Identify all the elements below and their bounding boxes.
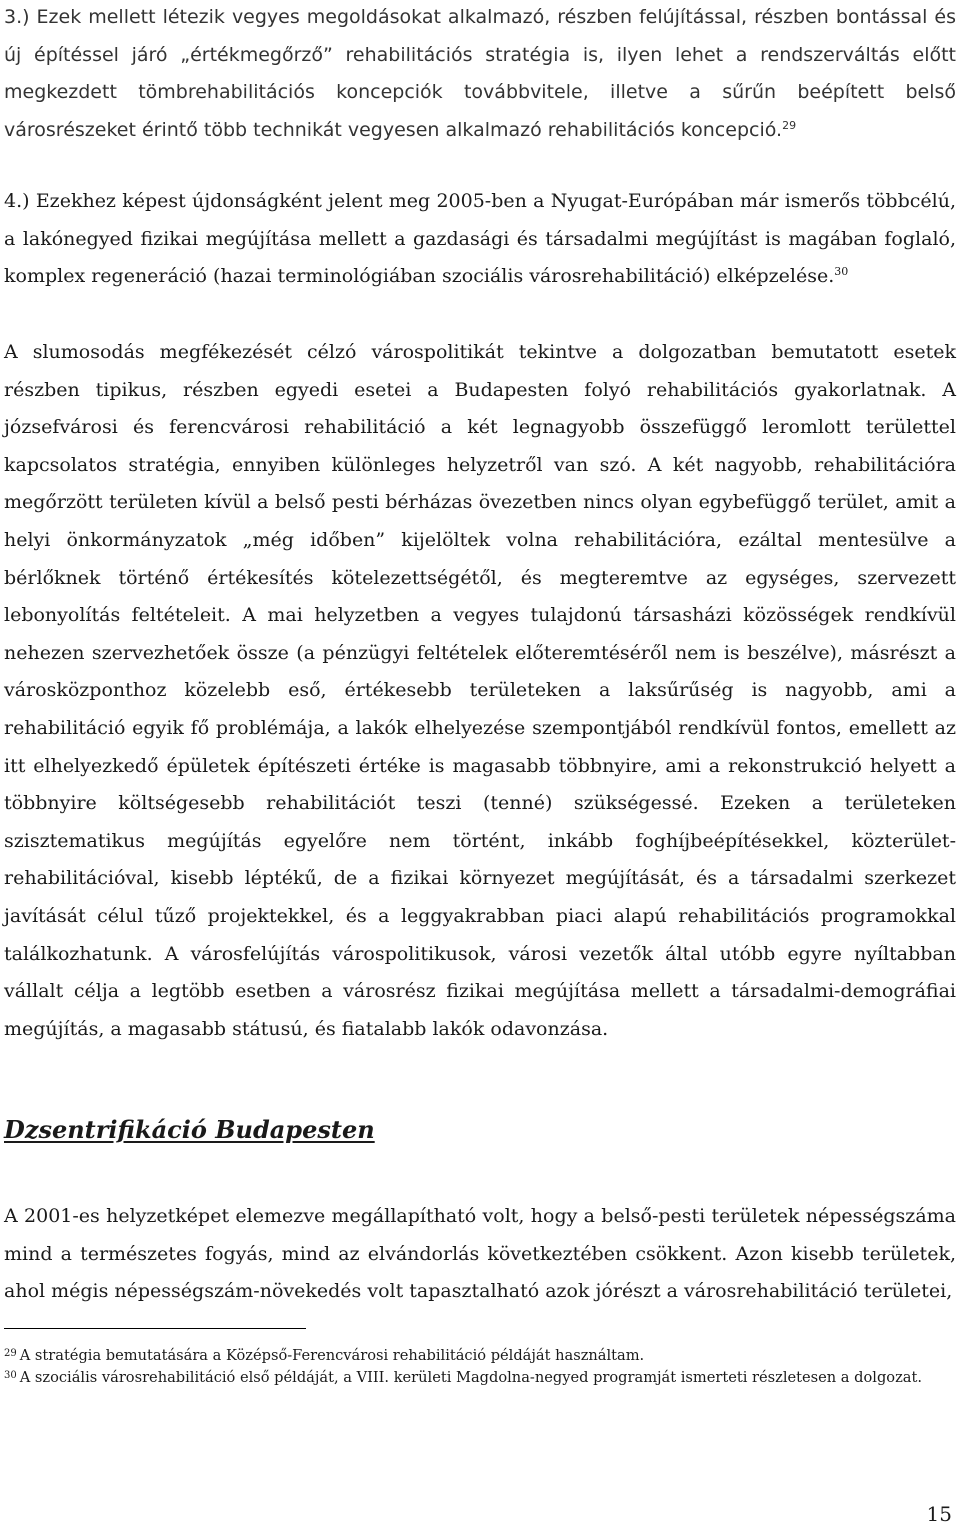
paragraph-text: 3.) Ezek mellett létezik vegyes megoldásokat alkalmazó, részben felújítással, részben bontással és új építéssel járó „értékmegőrző” rehabilitációs stratégia is, ilyen lehet a rendszerváltás előtt megkezdett tömbrehabilitációs koncepciók továbbvitele, illetve a sűrűn beépített belső városrészeket érintő több technikát vegyesen alkalmazó rehabilitációs koncepció. — [4, 6, 956, 141]
footnote-ref-30[interactable]: 30 — [834, 265, 849, 279]
paragraph-strategy-3 — [4, 0, 956, 149]
paragraph-slum-policy: A slumosodás megfékezését célzó várospolitikát tekintve a dolgozatban bemutatott esetek részben tipikus, részben egyedi esetei a Budapesten folyó rehabilitációs gyakorlatnak. A józsefvárosi és ferencvárosi rehabilitáció a két legnagyobb összefüggő leromlott területtel kapcsolatos stratégia, ennyiben különleges helyzetről van szó. A két nagyobb, rehabilitációra megőrzött területen kívül a belső pesti bérházas övezetben nincs olyan egybefüggő terület, amit a helyi önkormányzatok „még időben” kijelöltek volna rehabilitációra, ezáltal mentesülve a bérlőknek történő értékesítés kötelezettségétől, és megteremtve az egységes, szervezett lebonyolítás feltételeit. A mai helyzetben a vegyes tulajdonú társasházi közösségek rendkívül nehezen szervezhetőek össze (a pénzügyi feltételek előteremtéséről nem is beszélve), másrészt a városközponthoz közelebb eső, értékesebb területeken a laksűrűség is nagyobb, ami a rehabilitáció egyik fő problémája, a lakók elhelyezése szempontjából rendkívül fontos, emellett az itt elhelyezkedő épületek építészeti értéke is magasabb többnyire, ami a rekonstrukció helyett a többnyire költségesebb rehabilitációt teszi (tenné) szükségessé. Ezeken a területeken szisztematikus megújítás egyelőre nem történt, inkább foghíjbeépítésekkel, közterület-rehabilitációval, kisebb léptékű, de a fizikai környezet megújítását, és a társadalmi szerkezet javítását célul tűző projektekkel, és a leggyakrabban piaci alapú rehabilitációs programokkal találkozhatunk. A városfelújítás várospolitikusok, városi vezetők által utóbb egyre nyíltabban vállalt célja a legtöbb esetben a városrész fizikai megújítása mellett a társadalmi-demográfiai megújítás, a magasabb státusú, és fiatalabb lakók odavonzása. — [4, 341, 956, 1040]
paragraph-text: 4.) Ezekhez képest újdonságként jelent meg 2005-ben a Nyugat-Európában már ismerős többcélú, a lakónegyed fizikai megújítása mellett a gazdasági és társadalmi megújítást is magában foglaló, komplex regeneráció (hazai terminológiában szociális városrehabilitáció) elképzelése. — [4, 190, 956, 288]
footnote-30 — [4, 1367, 956, 1389]
footnote-number: 30 — [4, 1370, 17, 1381]
footnote-separator — [4, 1328, 306, 1329]
paragraph-population: A 2001-es helyzetképet elemezve megállapítható volt, hogy a belső-pesti területek népességszáma mind a természetes fogyás, mind az elvándorlás következtében csökkent. Azon kisebb területek, ahol mégis népességszám-növekedés volt tapasztalható azok jórészt a városrehabilitáció területei, — [4, 1205, 956, 1303]
section-heading: Dzsentrifikáció Budapesten — [4, 1115, 375, 1144]
footnote-text: A szociális városrehabilitáció első példáját, a VIII. kerületi Magdolna-negyed programját ismerteti részletesen a dolgozat. — [19, 1369, 922, 1386]
paragraph-strategy-4 — [4, 183, 956, 296]
footnote-text: A stratégia bemutatására a Középső-Ferencvárosi rehabilitáció példáját használtam. — [19, 1347, 645, 1364]
footnote-29 — [4, 1345, 956, 1367]
footnotes — [4, 1345, 956, 1389]
footnote-number: 29 — [4, 1348, 17, 1359]
footnote-ref-29[interactable]: 29 — [782, 118, 797, 132]
page-number: 15 — [926, 1502, 952, 1526]
